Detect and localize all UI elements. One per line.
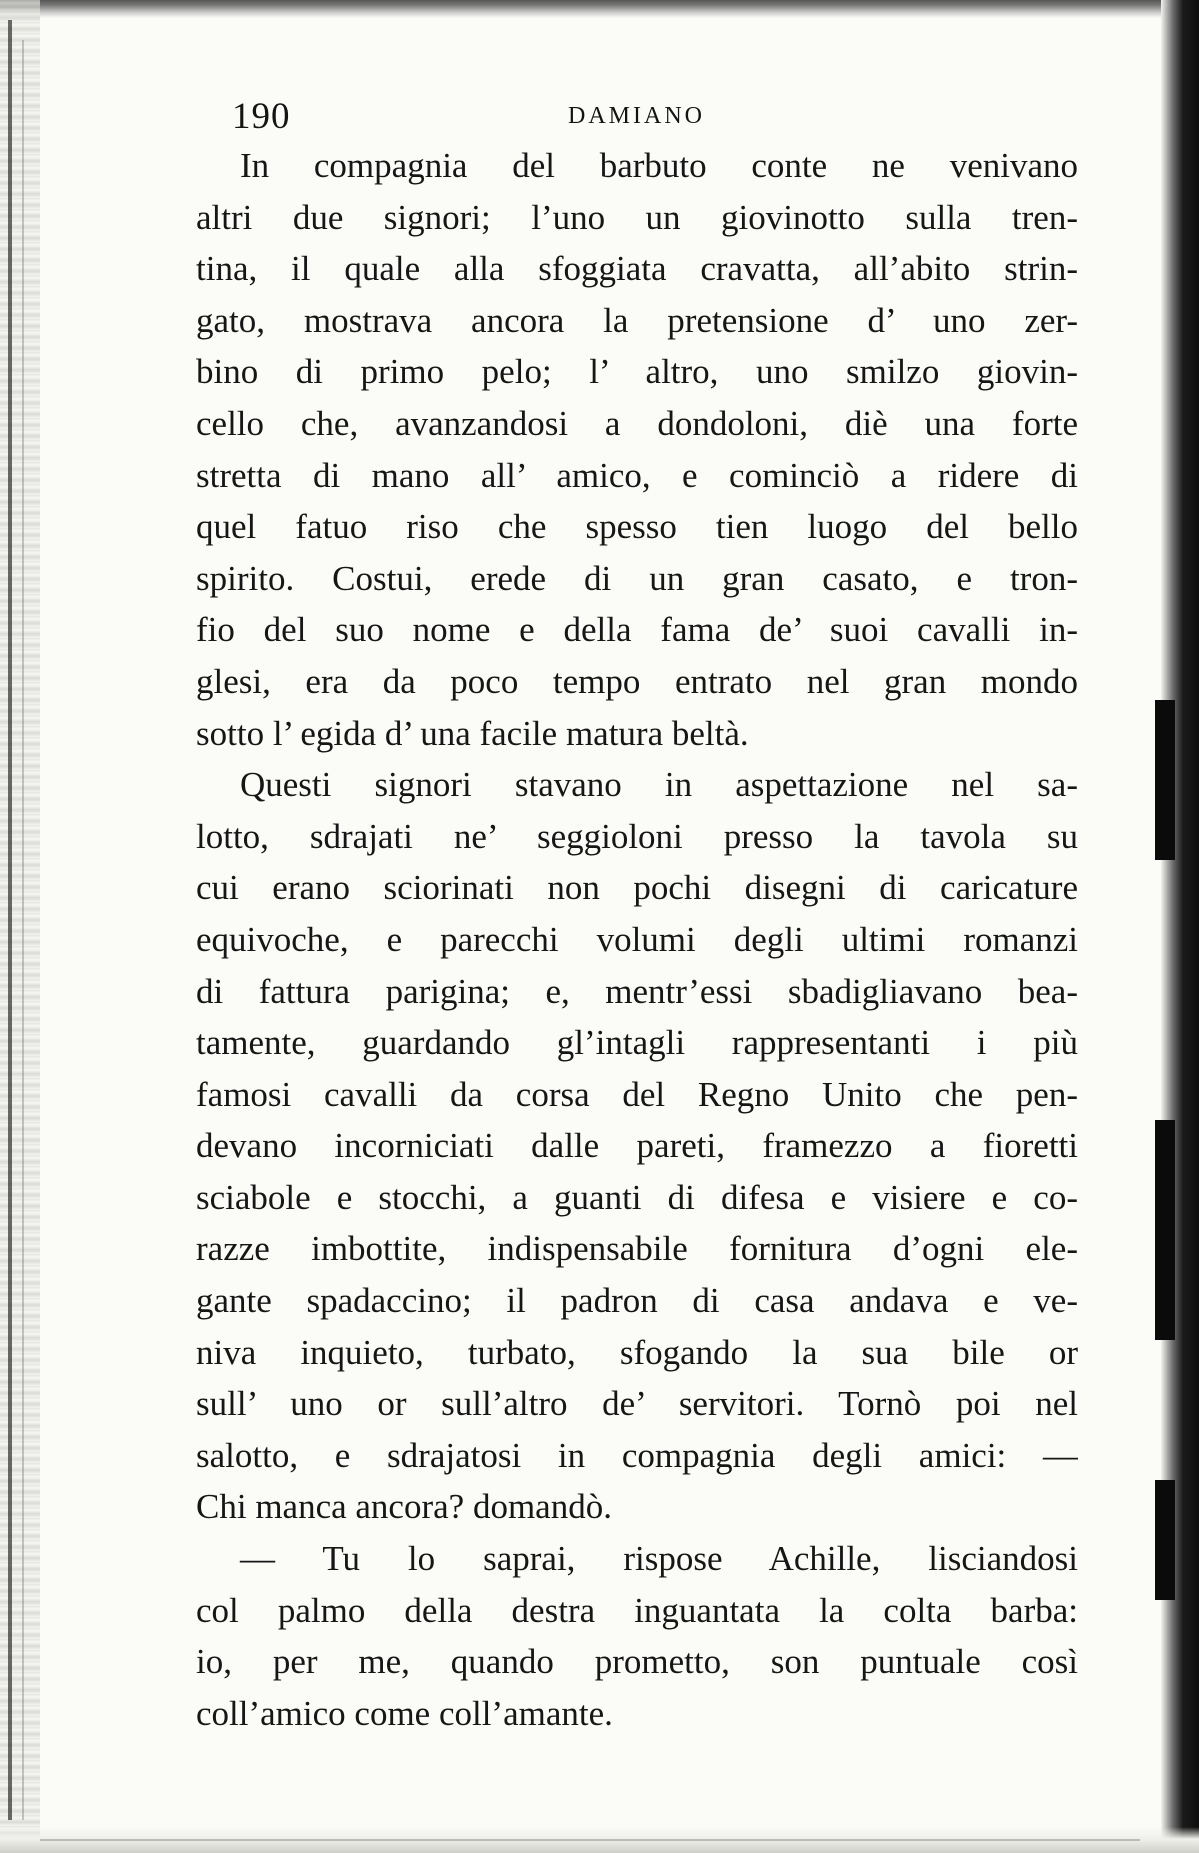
- text-line: devano incorniciati dalle pareti, framezzo a fioretti: [196, 1126, 1078, 1166]
- page-right-edge-mark: [1155, 1480, 1175, 1600]
- text-line: coll’amico come coll’amante.: [196, 1693, 613, 1733]
- page-number: 190: [232, 96, 291, 137]
- text-line: spirito. Costui, erede di un gran casato, e tron-: [196, 558, 1078, 598]
- text-line: sull’ uno or sull’altro de’ servitori. Tornò poi nel: [196, 1384, 1078, 1424]
- text-line: quel fatuo riso che spesso tien luogo del bello: [196, 507, 1078, 547]
- text-line: sciabole e stocchi, a guanti di difesa e visiere e co-: [196, 1177, 1078, 1217]
- text-line: famosi cavalli da corsa del Regno Unito che pen-: [196, 1074, 1078, 1114]
- text-line: fio del suo nome e della fama de’ suoi cavalli in-: [196, 610, 1078, 650]
- text-line: sotto l’ egida d’ una facile matura beltà.: [196, 713, 749, 753]
- text-line: tina, il quale alla sfoggiata cravatta, all’abito strin-: [196, 249, 1078, 289]
- text-line: stretta di mano all’ amico, e cominciò a ridere di: [196, 455, 1078, 495]
- text-line: cui erano sciorinati non pochi disegni di caricature: [196, 868, 1078, 908]
- text-line: lotto, sdrajati ne’ seggioloni presso la tavola su: [196, 816, 1078, 856]
- text-line: cello che, avanzandosi a dondoloni, diè una forte: [196, 403, 1078, 443]
- text-line: Chi manca ancora? domandò.: [196, 1487, 612, 1527]
- text-line: bino di primo pelo; l’ altro, uno smilzo giovin-: [196, 352, 1078, 392]
- text-line: io, per me, quando prometto, son puntuale così: [196, 1642, 1078, 1682]
- page-bottom-line: [40, 1839, 1140, 1841]
- page-top-edge: [0, 0, 1199, 18]
- text-line: di fattura parigina; e, mentr’essi sbadigliavano bea-: [196, 971, 1078, 1011]
- text-line: — Tu lo saprai, rispose Achille, lisciandosi: [240, 1539, 1078, 1579]
- page-right-edge-mark: [1155, 1120, 1175, 1340]
- text-line: salotto, e sdrajatosi in compagnia degli amici: —: [196, 1435, 1078, 1475]
- page-left-edge: [0, 0, 40, 1853]
- text-line: glesi, era da poco tempo entrato nel gran mondo: [196, 661, 1078, 701]
- text-line: niva inquieto, turbato, sfogando la sua bile or: [196, 1332, 1078, 1372]
- text-line: altri due signori; l’uno un giovinotto sulla tren-: [196, 197, 1078, 237]
- text-line: equivoche, e parecchi volumi degli ultimi romanzi: [196, 919, 1078, 959]
- text-line: Questi signori stavano in aspettazione nel sa-: [240, 765, 1078, 805]
- page-left-binding-line: [8, 20, 12, 1820]
- text-line: In compagnia del barbuto conte ne venivano: [240, 146, 1078, 185]
- page-header: [232, 95, 1032, 137]
- text-line: col palmo della destra inguantata la colta barba:: [196, 1590, 1078, 1630]
- page-left-binding-shadow: [22, 40, 24, 1820]
- text-line: razze imbottite, indispensabile fornitura d’ogni ele-: [196, 1229, 1078, 1269]
- text-line: tamente, guardando gl’intagli rappresentanti i più: [196, 1023, 1078, 1063]
- page-right-edge-mark: [1155, 700, 1175, 860]
- text-line: gato, mostrava ancora la pretensione d’ uno zer-: [196, 300, 1078, 340]
- text-line: gante spadaccino; il padron di casa andava e ve-: [196, 1281, 1078, 1321]
- running-head: DAMIANO: [568, 103, 705, 129]
- body-text: [196, 140, 1078, 1739]
